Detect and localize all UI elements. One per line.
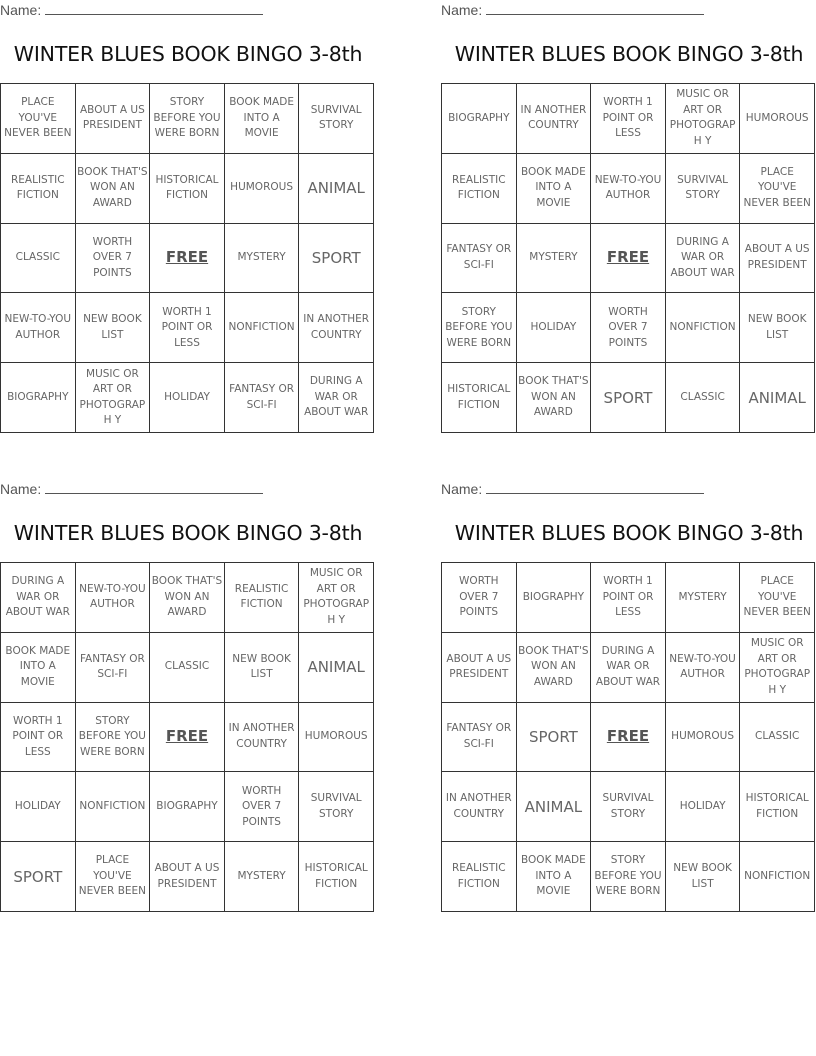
bingo-cell[interactable]: HOLIDAY	[517, 293, 592, 363]
bingo-cell[interactable]: FANTASY OR SCI-FI	[442, 703, 517, 773]
card-title: WINTER BLUES BOOK BINGO 3-8th	[13, 521, 363, 545]
bingo-cell[interactable]: ABOUT A US PRESIDENT	[740, 224, 815, 294]
bingo-cell[interactable]: SURVIVAL STORY	[666, 154, 741, 224]
bingo-cell[interactable]: BOOK MADE INTO A MOVIE	[1, 633, 76, 703]
bingo-cell[interactable]: BIOGRAPHY	[442, 84, 517, 154]
bingo-cell[interactable]: WORTH OVER 7 POINTS	[591, 293, 666, 363]
bingo-cell[interactable]: HUMOROUS	[299, 703, 374, 773]
free-space[interactable]: FREE	[150, 703, 225, 773]
bingo-cell[interactable]: MUSIC OR ART OR PHOTOGRAPH Y	[299, 563, 374, 633]
name-label: Name:	[0, 481, 42, 497]
free-space[interactable]: FREE	[150, 224, 225, 294]
bingo-cell[interactable]: WORTH OVER 7 POINTS	[442, 563, 517, 633]
bingo-cell[interactable]: ANIMAL	[299, 633, 374, 703]
bingo-cell[interactable]: DURING A WAR OR ABOUT WAR	[591, 633, 666, 703]
bingo-cell[interactable]: BOOK MADE INTO A MOVIE	[517, 154, 592, 224]
bingo-cell[interactable]: BIOGRAPHY	[1, 363, 76, 433]
bingo-cell[interactable]: BIOGRAPHY	[150, 772, 225, 842]
bingo-cell[interactable]: MYSTERY	[225, 842, 300, 912]
bingo-cell[interactable]: BOOK THAT'S WON AN AWARD	[517, 363, 592, 433]
bingo-cell[interactable]: HUMOROUS	[666, 703, 741, 773]
bingo-cell[interactable]: HUMOROUS	[225, 154, 300, 224]
bingo-cell[interactable]: SURVIVAL STORY	[299, 772, 374, 842]
bingo-cell[interactable]: IN ANOTHER COUNTRY	[299, 293, 374, 363]
bingo-cell[interactable]: NEW BOOK LIST	[740, 293, 815, 363]
bingo-cell[interactable]: FANTASY OR SCI-FI	[225, 363, 300, 433]
bingo-cell[interactable]: PLACE YOU'VE NEVER BEEN	[740, 154, 815, 224]
bingo-cell[interactable]: HOLIDAY	[1, 772, 76, 842]
bingo-cell[interactable]: NONFICTION	[740, 842, 815, 912]
bingo-cell[interactable]: SPORT	[517, 703, 592, 773]
bingo-cell[interactable]: WORTH 1 POINT OR LESS	[591, 84, 666, 154]
bingo-cell[interactable]: HISTORICAL FICTION	[740, 772, 815, 842]
bingo-cell[interactable]: REALISTIC FICTION	[442, 154, 517, 224]
bingo-cell[interactable]: DURING A WAR OR ABOUT WAR	[666, 224, 741, 294]
bingo-cell[interactable]: PLACE YOU'VE NEVER BEEN	[1, 84, 76, 154]
bingo-cell[interactable]: REALISTIC FICTION	[1, 154, 76, 224]
bingo-cell[interactable]: BOOK MADE INTO A MOVIE	[517, 842, 592, 912]
name-field[interactable]	[441, 2, 704, 18]
bingo-cell[interactable]: MUSIC OR ART OR PHOTOGRAPH Y	[666, 84, 741, 154]
bingo-cell[interactable]: WORTH OVER 7 POINTS	[76, 224, 151, 294]
bingo-cell[interactable]: DURING A WAR OR ABOUT WAR	[1, 563, 76, 633]
bingo-cell[interactable]: BIOGRAPHY	[517, 563, 592, 633]
bingo-cell[interactable]: DURING A WAR OR ABOUT WAR	[299, 363, 374, 433]
bingo-grid	[0, 83, 374, 433]
bingo-cell[interactable]: MYSTERY	[666, 563, 741, 633]
bingo-cell[interactable]: HOLIDAY	[666, 772, 741, 842]
bingo-cell[interactable]: HUMOROUS	[740, 84, 815, 154]
card-title: WINTER BLUES BOOK BINGO 3-8th	[454, 521, 804, 545]
bingo-cell[interactable]: NEW-TO-YOU AUTHOR	[1, 293, 76, 363]
name-label: Name:	[0, 2, 42, 18]
bingo-cell[interactable]: FANTASY OR SCI-FI	[76, 633, 151, 703]
free-space[interactable]: FREE	[591, 224, 666, 294]
card-title: WINTER BLUES BOOK BINGO 3-8th	[13, 42, 363, 66]
name-underline	[45, 481, 263, 494]
name-underline	[486, 2, 704, 15]
bingo-cell[interactable]: WORTH 1 POINT OR LESS	[591, 563, 666, 633]
bingo-cell[interactable]: SPORT	[591, 363, 666, 433]
bingo-cell[interactable]: WORTH 1 POINT OR LESS	[1, 703, 76, 773]
bingo-cell[interactable]: REALISTIC FICTION	[225, 563, 300, 633]
name-field[interactable]	[0, 2, 263, 18]
bingo-cell[interactable]: STORY BEFORE YOU WERE BORN	[150, 84, 225, 154]
bingo-cell[interactable]: NEW-TO-YOU AUTHOR	[591, 154, 666, 224]
bingo-cell[interactable]: HISTORICAL FICTION	[299, 842, 374, 912]
name-underline	[45, 2, 263, 15]
bingo-cell[interactable]: IN ANOTHER COUNTRY	[517, 84, 592, 154]
bingo-cell[interactable]: ABOUT A US PRESIDENT	[442, 633, 517, 703]
bingo-grid	[441, 83, 815, 433]
name-field[interactable]	[0, 481, 263, 497]
name-underline	[486, 481, 704, 494]
bingo-cell[interactable]: BOOK MADE INTO A MOVIE	[225, 84, 300, 154]
bingo-cell[interactable]: MYSTERY	[517, 224, 592, 294]
bingo-cell[interactable]: BOOK THAT'S WON AN AWARD	[517, 633, 592, 703]
bingo-cell[interactable]: HISTORICAL FICTION	[150, 154, 225, 224]
bingo-cell[interactable]: CLASSIC	[150, 633, 225, 703]
bingo-cell[interactable]: SURVIVAL STORY	[591, 772, 666, 842]
name-field[interactable]	[441, 481, 704, 497]
bingo-cell[interactable]: PLACE YOU'VE NEVER BEEN	[76, 842, 151, 912]
bingo-cell[interactable]: STORY BEFORE YOU WERE BORN	[76, 703, 151, 773]
bingo-cell[interactable]: CLASSIC	[1, 224, 76, 294]
bingo-cell[interactable]: WORTH OVER 7 POINTS	[225, 772, 300, 842]
bingo-cell[interactable]: NONFICTION	[76, 772, 151, 842]
bingo-cell[interactable]: SPORT	[1, 842, 76, 912]
bingo-cell[interactable]: STORY BEFORE YOU WERE BORN	[442, 293, 517, 363]
bingo-cell[interactable]: REALISTIC FICTION	[442, 842, 517, 912]
bingo-cell[interactable]: PLACE YOU'VE NEVER BEEN	[740, 563, 815, 633]
bingo-cell[interactable]: SPORT	[299, 224, 374, 294]
card-title: WINTER BLUES BOOK BINGO 3-8th	[454, 42, 804, 66]
bingo-cell[interactable]: FANTASY OR SCI-FI	[442, 224, 517, 294]
bingo-cell[interactable]: BOOK THAT'S WON AN AWARD	[76, 154, 151, 224]
bingo-cell[interactable]: MUSIC OR ART OR PHOTOGRAPH Y	[76, 363, 151, 433]
bingo-cell[interactable]: CLASSIC	[666, 363, 741, 433]
bingo-cell[interactable]: ABOUT A US PRESIDENT	[76, 84, 151, 154]
bingo-cell[interactable]: NEW BOOK LIST	[225, 633, 300, 703]
free-space[interactable]: FREE	[591, 703, 666, 773]
bingo-cell[interactable]: IN ANOTHER COUNTRY	[442, 772, 517, 842]
bingo-cell[interactable]: NONFICTION	[225, 293, 300, 363]
bingo-cell[interactable]: STORY BEFORE YOU WERE BORN	[591, 842, 666, 912]
bingo-cell[interactable]: NEW BOOK LIST	[666, 842, 741, 912]
bingo-cell[interactable]: NEW BOOK LIST	[76, 293, 151, 363]
bingo-cell[interactable]: ANIMAL	[740, 363, 815, 433]
bingo-cell[interactable]: ANIMAL	[517, 772, 592, 842]
bingo-cell[interactable]: MUSIC OR ART OR PHOTOGRAPH Y	[740, 633, 815, 703]
bingo-cell[interactable]: IN ANOTHER COUNTRY	[225, 703, 300, 773]
name-label: Name:	[441, 2, 483, 18]
bingo-cell[interactable]: MYSTERY	[225, 224, 300, 294]
bingo-cell[interactable]: CLASSIC	[740, 703, 815, 773]
bingo-cell[interactable]: SURVIVAL STORY	[299, 84, 374, 154]
bingo-cell[interactable]: ANIMAL	[299, 154, 374, 224]
bingo-grid	[441, 562, 815, 912]
name-label: Name:	[441, 481, 483, 497]
bingo-cell[interactable]: HOLIDAY	[150, 363, 225, 433]
bingo-cell[interactable]: WORTH 1 POINT OR LESS	[150, 293, 225, 363]
bingo-cell[interactable]: BOOK THAT'S WON AN AWARD	[150, 563, 225, 633]
bingo-grid	[0, 562, 374, 912]
bingo-cell[interactable]: NEW-TO-YOU AUTHOR	[76, 563, 151, 633]
bingo-cell[interactable]: HISTORICAL FICTION	[442, 363, 517, 433]
bingo-cell[interactable]: NONFICTION	[666, 293, 741, 363]
bingo-cell[interactable]: ABOUT A US PRESIDENT	[150, 842, 225, 912]
bingo-cell[interactable]: NEW-TO-YOU AUTHOR	[666, 633, 741, 703]
